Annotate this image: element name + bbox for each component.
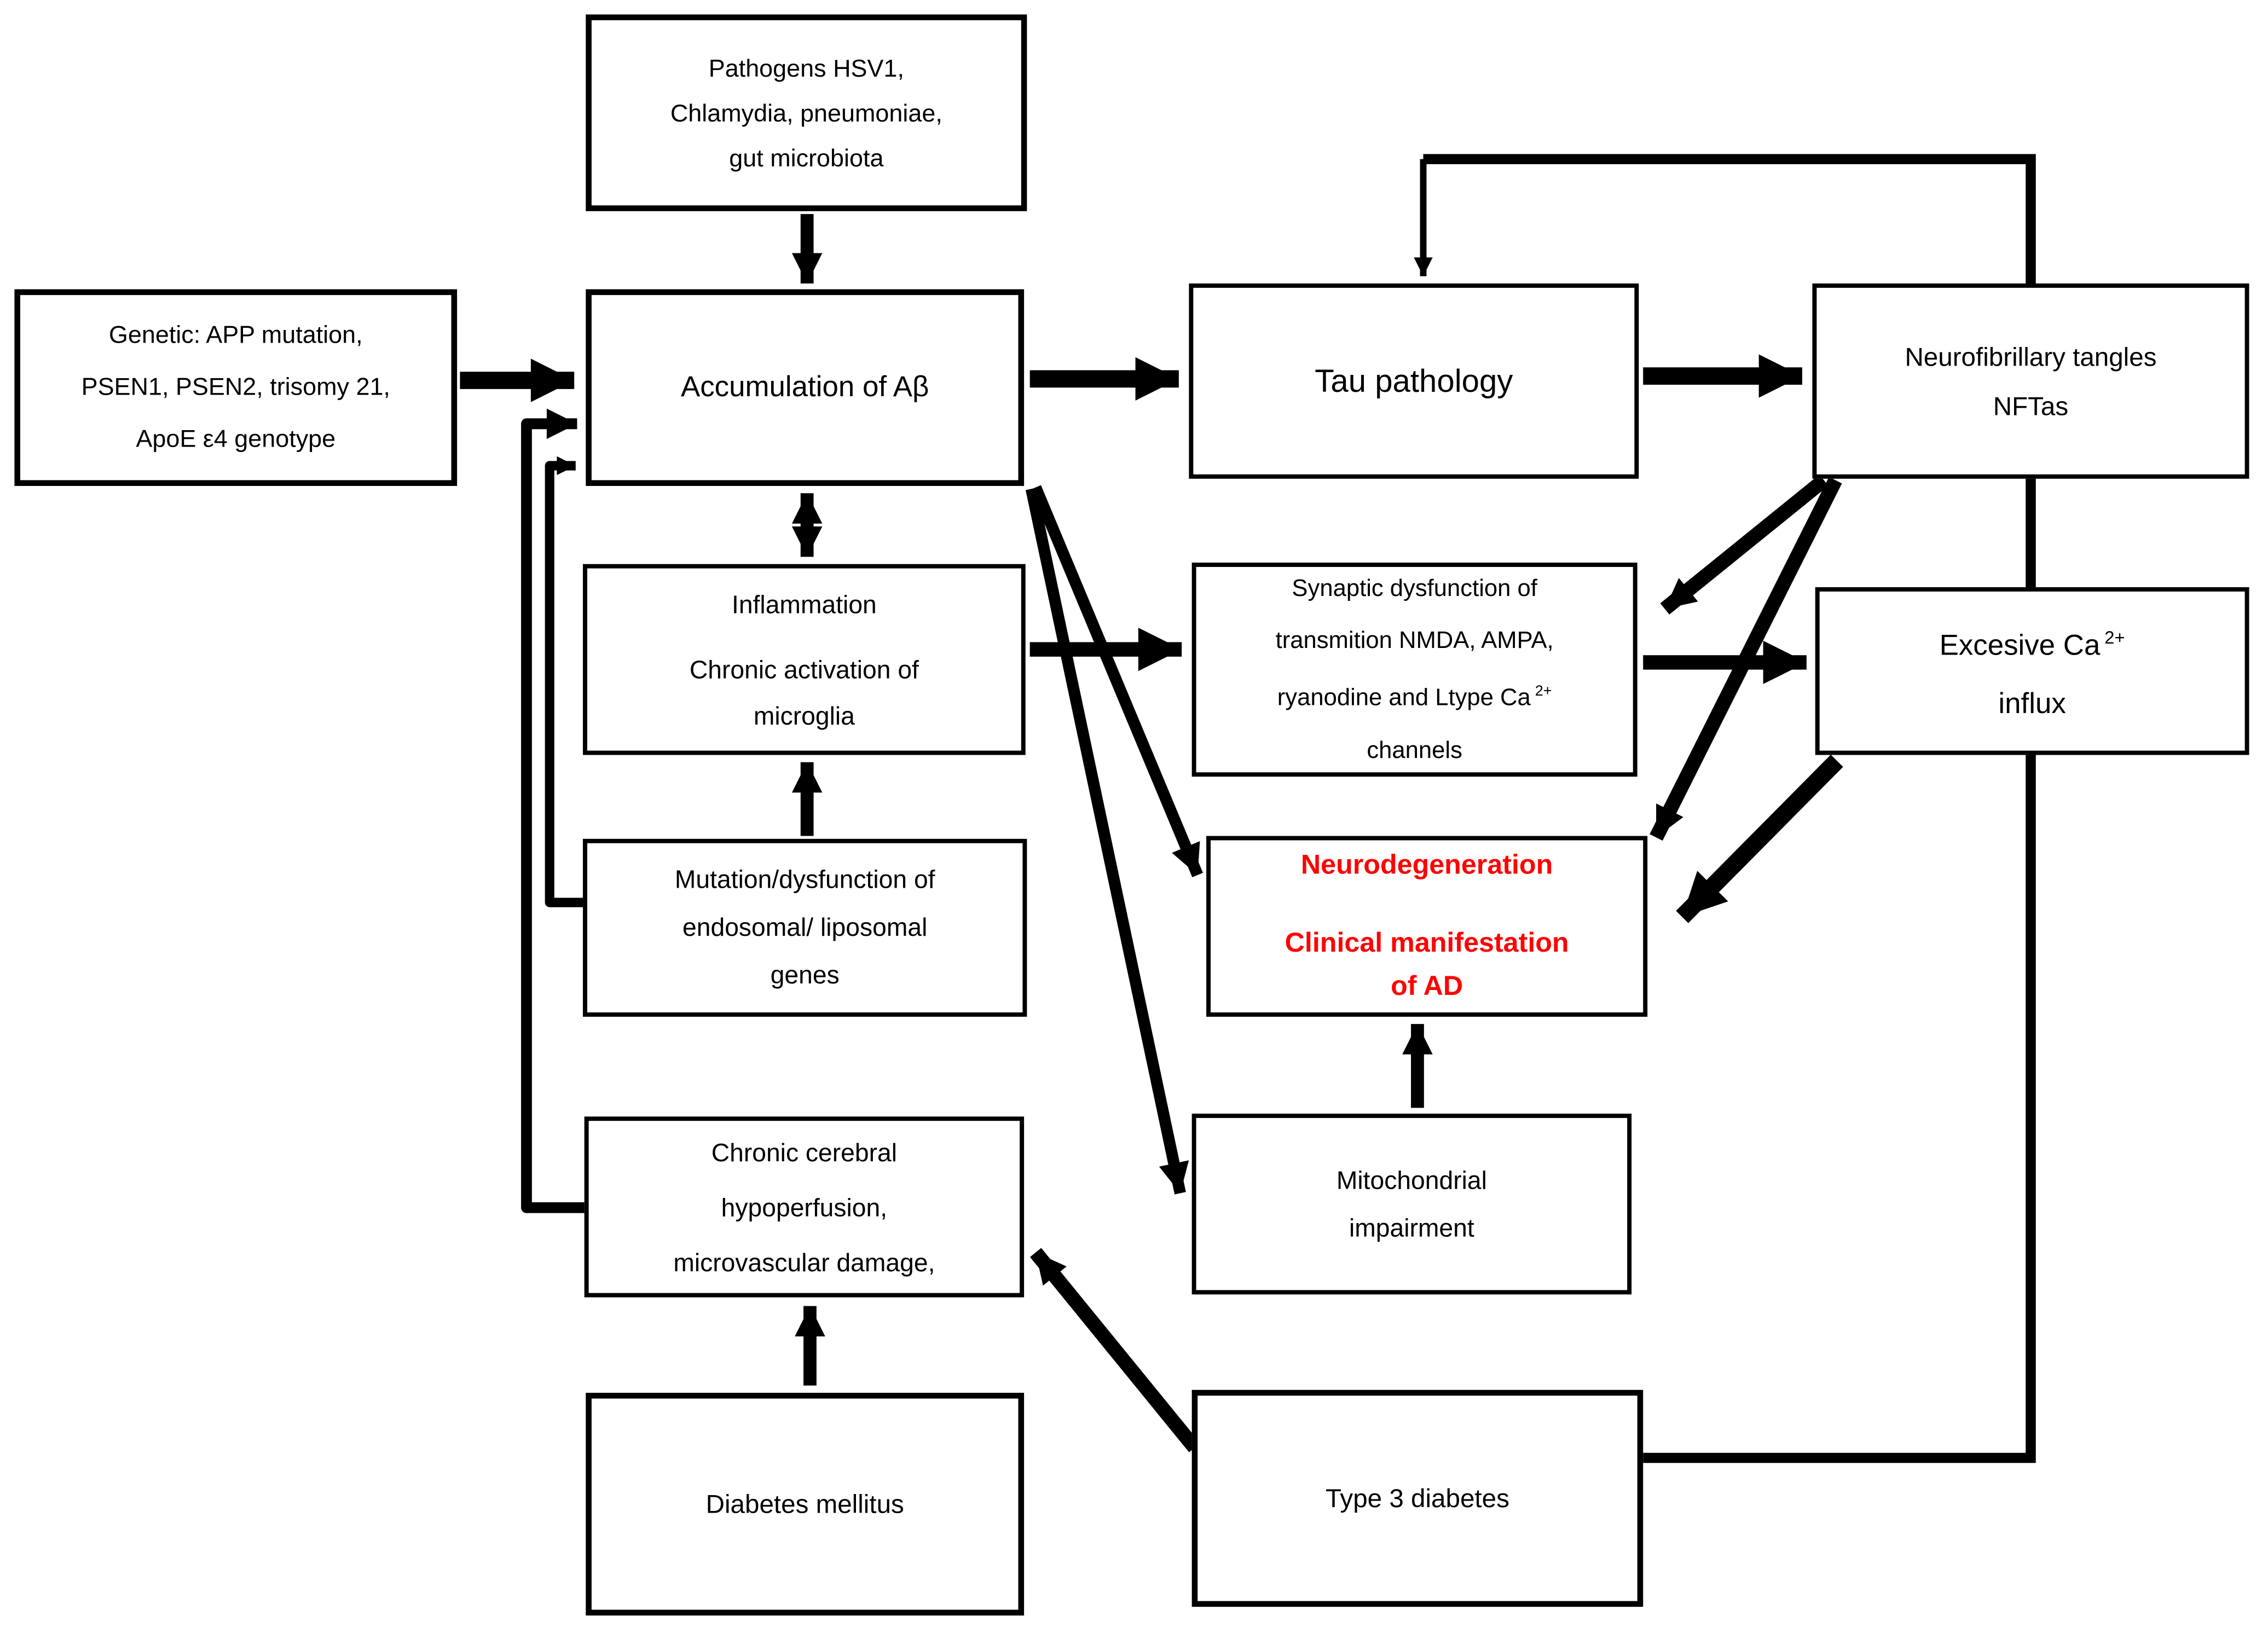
box-endosomal-gene-dysfunction [583,839,1027,1017]
arrow-mutation-to-accumulation [549,466,583,902]
box-mito-line: impairment [1349,1212,1474,1242]
box-synaptic-dysfunction [1192,563,1638,777]
box-mutation-line: endosomal/ liposomal [682,912,928,942]
box-pathogens-line: gut microbiota [729,143,884,172]
superscript-2plus: 2+ [2104,628,2125,649]
arrow-type3-to-chronic [1035,1253,1195,1448]
box-inflammation-line: microglia [753,700,855,730]
box-inflammation [583,564,1026,755]
box-pathogens-line: Pathogens HSV1, [708,54,904,82]
box-mutation-line: genes [770,960,840,989]
box-type3-line: Type 3 diabetes [1326,1483,1509,1513]
box-chronic-line: hypoperfusion, [721,1192,888,1221]
box-inflammation-line: Inflammation [732,589,877,618]
box-neurodegeneration-ad [1206,836,1647,1017]
box-genetic-line: PSEN1, PSEN2, trisomy 21, [81,373,390,401]
box-synaptic-line: channels [1367,737,1462,763]
superscript-2plus: 2+ [1535,684,1552,700]
box-nft-line: Neurofibrillary tangles [1905,342,2157,371]
box-neurofibrillary-tangles [1812,283,2249,479]
box-tau-pathology [1189,283,1639,479]
box-amyloid-beta-accumulation [586,289,1024,486]
box-mutation-line: Mutation/dysfunction of [674,865,935,894]
box-inflammation-line: Chronic activation of [689,654,919,684]
box-genetic-line: ApoE ε4 genotype [136,425,336,453]
box-tau-line: Tau pathology [1315,362,1513,399]
arrow-accumulation-to-mitochondrial [1031,489,1180,1193]
box-excessive-line: influx [1998,688,2066,720]
box-synaptic-line: transmition NMDA, AMPA, [1275,628,1554,655]
box-mitochondrial-impairment [1192,1114,1631,1294]
box-chronic-line: Chronic cerebral [711,1137,898,1167]
box-neurodeg-line: Clinical manifestation [1285,928,1569,958]
box-excessive-line: Excesive Ca $^{2+}$ [1939,628,2125,662]
box-diabetes-line: Diabetes mellitus [705,1489,904,1518]
arrow-accumulation-to-neurodegeneration [1035,488,1197,875]
box-mito-line: Mitochondrial [1336,1165,1487,1194]
box-pathogens-line: Chlamydia, pneumoniae, [670,99,942,127]
box-neurodeg-line: Neurodegeneration [1300,849,1553,881]
box-type3-diabetes [1192,1390,1644,1607]
box-neurodeg-line: of AD [1391,971,1463,1002]
box-accumulation-line: Accumulation of Aβ [680,370,929,403]
arrow-excessive-to-neurodegeneration [1682,761,1837,917]
arrow-chronic-to-accumulation [526,424,585,1207]
box-nft-line: NFTas [1993,391,2069,420]
box-pathogens [586,14,1027,211]
box-synaptic-line: ryanodine and Ltype Ca $^{2+}$ [1277,684,1552,711]
box-genetic-risk-factors [14,289,457,486]
box-cerebral-hypoperfusion [585,1116,1024,1297]
box-genetic-line: Genetic: APP mutation, [108,321,363,349]
box-excessive-calcium-influx [1815,587,2249,755]
box-synaptic-line: Synaptic dysfunction of [1292,576,1537,603]
box-chronic-line: microvascular damage, [673,1247,935,1277]
box-diabetes-mellitus [586,1393,1024,1616]
